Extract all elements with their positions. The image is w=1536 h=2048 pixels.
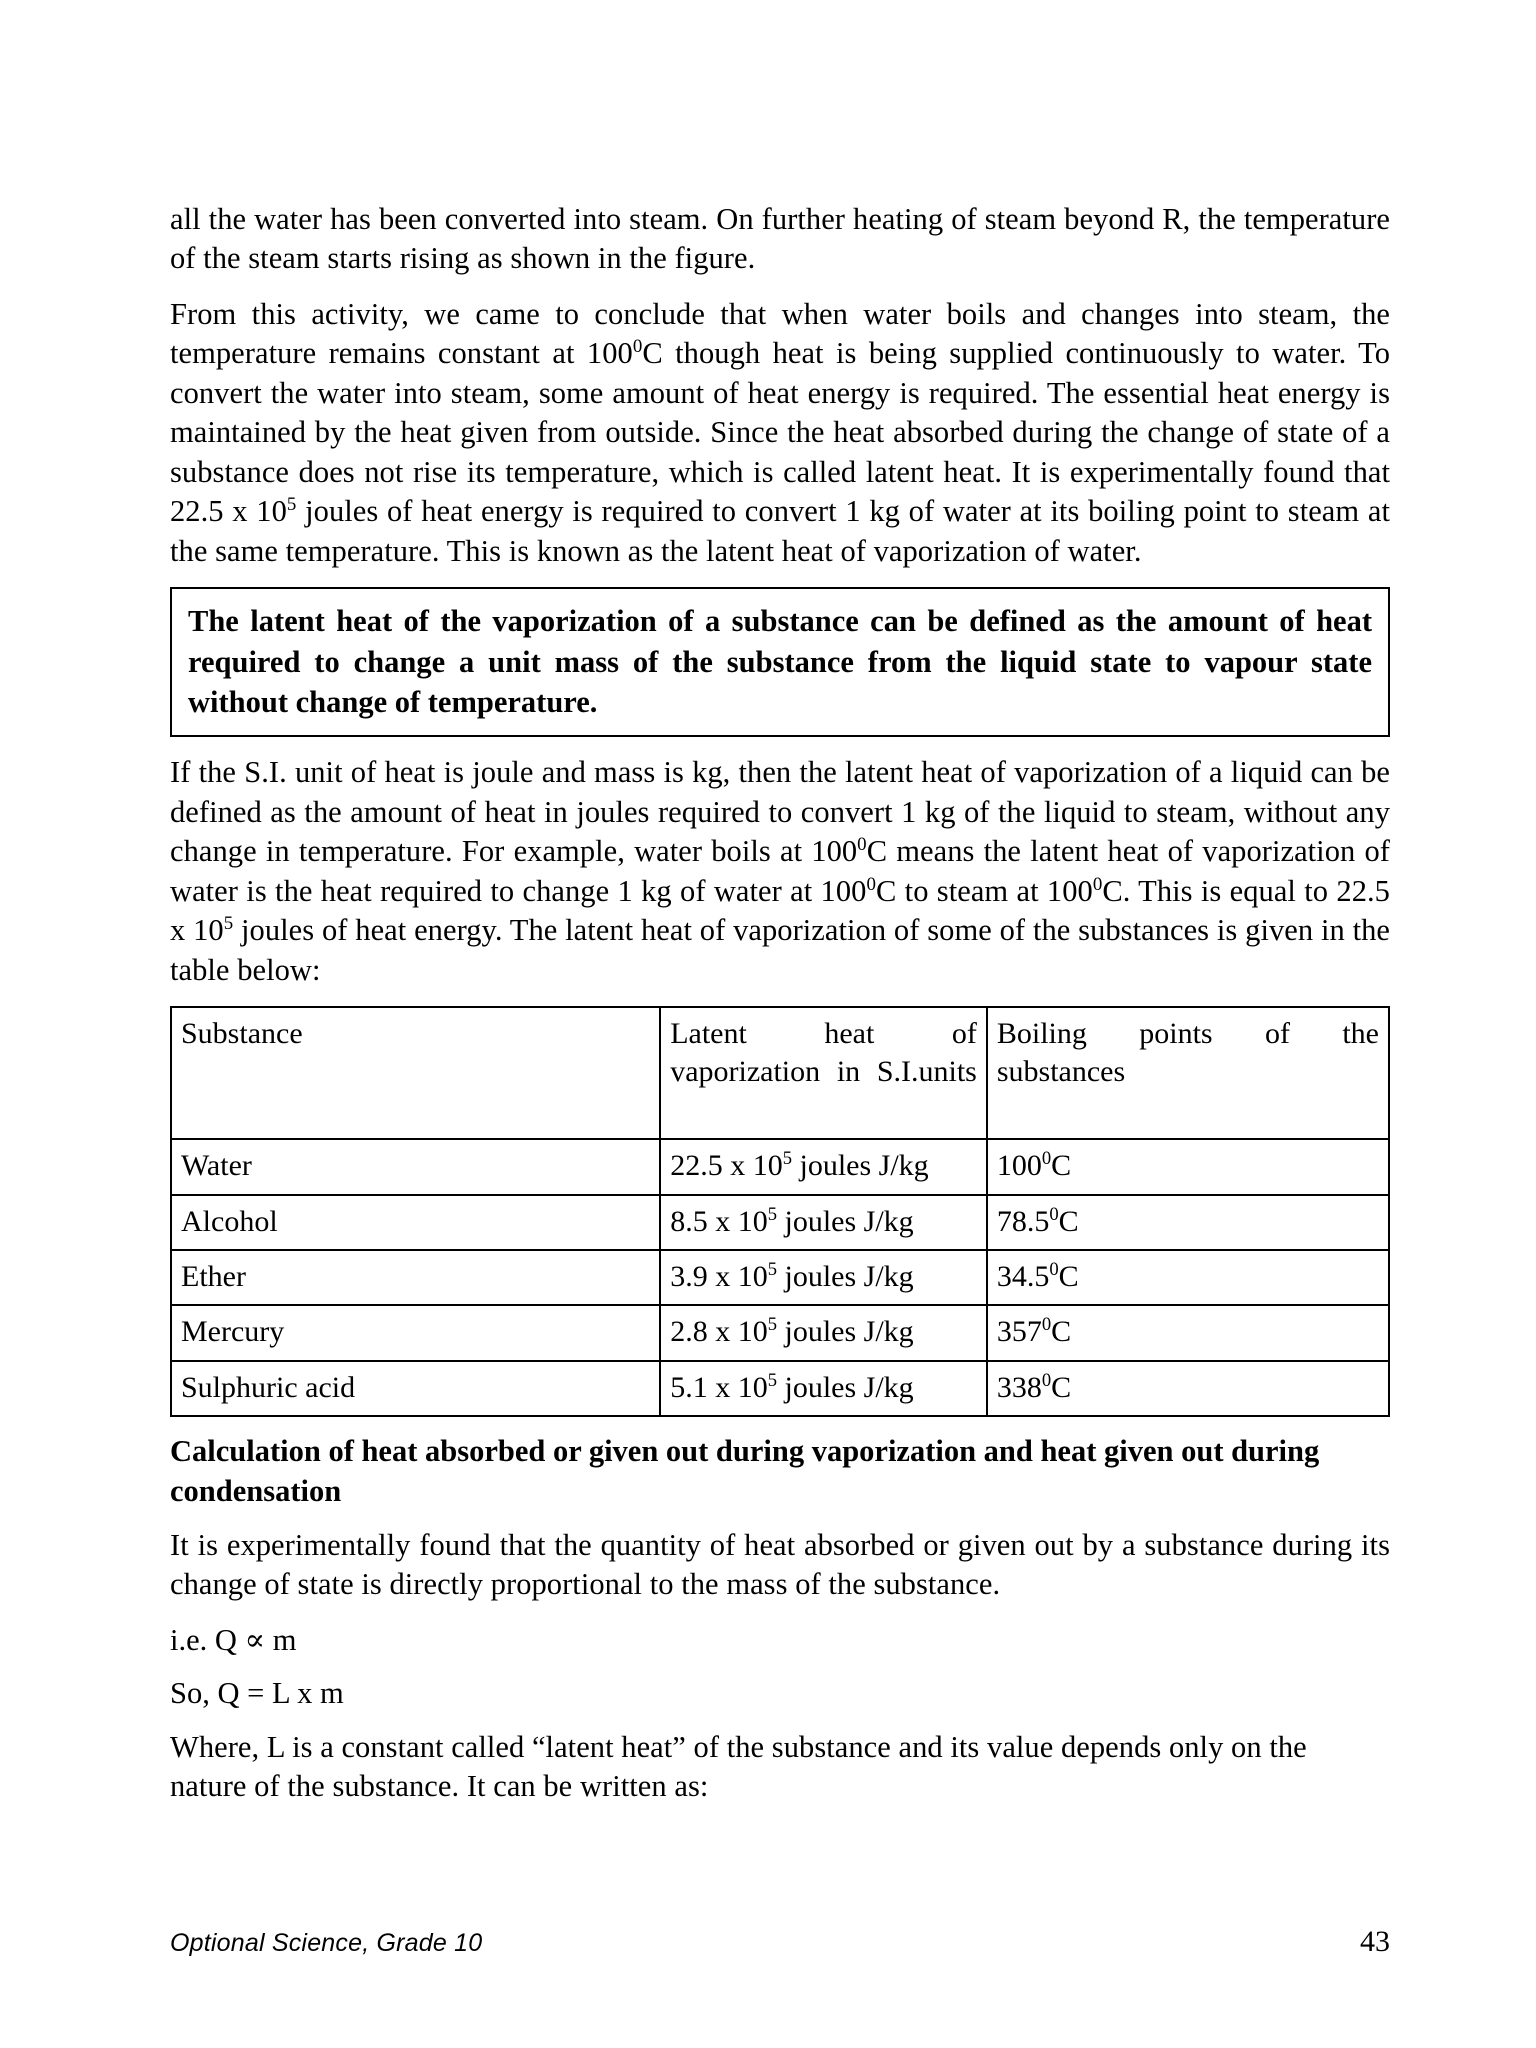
- si-part3: C to steam at 100: [875, 873, 1093, 908]
- latent-heat-suffix: joules J/kg: [776, 1315, 914, 1349]
- table-row: [171, 1139, 1389, 1194]
- cell-latent-heat: [660, 1305, 987, 1360]
- degree-superscript: 0: [1041, 1148, 1052, 1170]
- latent-heat-suffix: joules J/kg: [776, 1204, 914, 1238]
- cell-latent-heat: [660, 1139, 987, 1194]
- boiling-point-unit: C: [1058, 1259, 1079, 1293]
- page-number: 43: [1360, 1925, 1390, 1958]
- latent-heat-suffix: joules J/kg: [791, 1149, 929, 1183]
- cell-substance: Mercury: [171, 1305, 660, 1360]
- degree-superscript: 0: [1041, 1314, 1052, 1336]
- paragraph-intro: all the water has been converted into steam. On further heating of steam beyond R, the temperature of the steam starts rising as shown in the figure.: [170, 202, 1390, 276]
- cell-substance: Sulphuric acid: [171, 1361, 660, 1416]
- exponent-superscript: 5: [223, 912, 234, 934]
- latent-heat-exponent: 5: [767, 1369, 777, 1391]
- boiling-point-value: 34.5: [996, 1259, 1050, 1293]
- boiling-point-unit: C: [1051, 1149, 1072, 1183]
- si-part5: joules of heat energy. The latent heat of vaporization of some of the substances is given in the table below:: [170, 913, 1390, 987]
- cell-boiling-point: [987, 1139, 1389, 1194]
- definition-text: The latent heat of the vaporization of a substance can be defined as the amount of heat required to change a unit mass of the substance from the liquid state to vapour state without change of temperature.: [188, 604, 1372, 719]
- si-part2: C means the latent heat of vaporization of water is the heat required to change 1 kg of water at 100: [170, 834, 1390, 908]
- equation-q-equals: So, Q = L x m: [170, 1676, 344, 1711]
- table-row: [171, 1195, 1389, 1250]
- section-subheading: Calculation of heat absorbed or given out during vaporization and heat given out during condensation: [170, 1434, 1320, 1509]
- exponent-superscript: 5: [286, 494, 297, 516]
- boiling-point-value: 100: [996, 1149, 1042, 1183]
- degree-superscript: 0: [866, 873, 876, 895]
- degree-superscript: 0: [632, 336, 643, 358]
- degree-superscript: 0: [1041, 1369, 1052, 1391]
- equation-proportional: i.e. Q ∝ m: [170, 1622, 297, 1657]
- latent-heat-exponent: 5: [782, 1148, 792, 1170]
- boiling-point-value: 338: [996, 1370, 1042, 1404]
- table-row: [171, 1250, 1389, 1305]
- latent-heat-prefix: 8.5 x 10: [670, 1204, 768, 1238]
- paragraph-conclusion: [170, 295, 1390, 571]
- latent-heat-exponent: 5: [767, 1258, 777, 1280]
- footer-book-title: Optional Science, Grade 10: [170, 1929, 483, 1957]
- cell-substance: Water: [171, 1139, 660, 1194]
- si-part1: If the S.I. unit of heat is joule and mass is kg, then the latent heat of vaporization of a liquid can be defined as the amount of heat in joules required to convert 1 kg of the liquid to steam, without any change in temperature. For example, water boils at 100: [170, 755, 1390, 869]
- table-row: [171, 1305, 1389, 1360]
- paragraph-conclusion-part3: joules of heat energy is required to convert 1 kg of water at its boiling point to steam at the same temperature. This is known as the latent heat of vaporization of water.: [170, 494, 1390, 568]
- cell-boiling-point: [987, 1195, 1389, 1250]
- boiling-point-value: 357: [996, 1315, 1042, 1349]
- latent-heat-exponent: 5: [767, 1203, 777, 1225]
- paragraph-conclusion-part1: From this activity, we came to conclude that when water boils and changes into steam, the temperature remains constant at 100: [170, 296, 1390, 371]
- latent-heat-prefix: 22.5 x 10: [670, 1149, 783, 1183]
- paragraph-proportionality: It is experimentally found that the quantity of heat absorbed or given out by a substance during its change of state is directly proportional to the mass of the substance.: [170, 1527, 1390, 1602]
- degree-superscript: 0: [857, 833, 867, 855]
- cell-boiling-point: [987, 1305, 1389, 1360]
- latent-heat-suffix: joules J/kg: [776, 1259, 914, 1293]
- table-row: [171, 1361, 1389, 1416]
- boiling-point-unit: C: [1058, 1204, 1079, 1238]
- latent-heat-prefix: 3.9 x 10: [670, 1259, 768, 1293]
- cell-latent-heat: [660, 1195, 987, 1250]
- cell-substance: Alcohol: [171, 1195, 660, 1250]
- boiling-point-unit: C: [1051, 1370, 1072, 1404]
- page-content: [170, 200, 1390, 1823]
- paragraph-closing: Where, L is a constant called “latent heat” of the substance and its value depends only on the nature of the substance. It can be written as:: [170, 1729, 1307, 1804]
- latent-heat-exponent: 5: [767, 1314, 777, 1336]
- page-footer: [170, 1925, 1390, 1959]
- latent-heat-table: [170, 1006, 1390, 1417]
- cell-boiling-point: [987, 1250, 1389, 1305]
- table-header-latent-heat: Latent heat of vaporization in S.I.units: [660, 1007, 987, 1139]
- latent-heat-prefix: 5.1 x 10: [670, 1370, 768, 1404]
- table-header-substance: Substance: [171, 1007, 660, 1139]
- cell-latent-heat: [660, 1250, 987, 1305]
- paragraph-si-units: [170, 753, 1390, 990]
- paragraph-conclusion-part2: C though heat is being supplied continuously to water. To convert the water into steam, some amount of heat energy is required. The essential heat energy is maintained by the heat given from outside. Since the heat absorbed during the change of state of a substance does not rise its temperature, which is called latent heat. It is experimentally found that 22.5 x 10: [170, 336, 1390, 529]
- boiling-point-unit: C: [1051, 1315, 1072, 1349]
- cell-substance: Ether: [171, 1250, 660, 1305]
- definition-box: [170, 587, 1390, 737]
- latent-heat-prefix: 2.8 x 10: [670, 1315, 768, 1349]
- latent-heat-suffix: joules J/kg: [776, 1370, 914, 1404]
- degree-superscript: 0: [1092, 873, 1103, 895]
- cell-latent-heat: [660, 1361, 987, 1416]
- table-header-row: [171, 1007, 1389, 1139]
- si-part4: C. This is equal to 22.5 x 10: [170, 873, 1390, 948]
- cell-boiling-point: [987, 1361, 1389, 1416]
- degree-superscript: 0: [1049, 1203, 1059, 1225]
- degree-superscript: 0: [1049, 1258, 1059, 1280]
- boiling-point-value: 78.5: [996, 1204, 1050, 1238]
- table-header-boiling-point: Boiling points of the substances: [987, 1007, 1389, 1139]
